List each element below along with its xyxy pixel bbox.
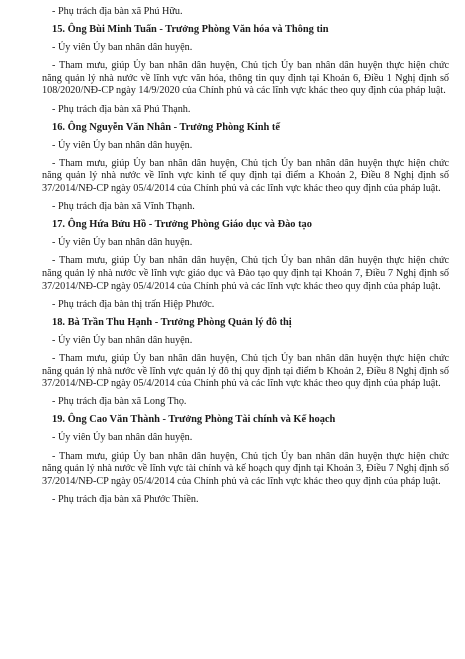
duty-paragraph: - Tham mưu, giúp Ủy ban nhân dân huyện, Chủ tịch Ủy ban nhân dân huyện thực hiện chức năng quản lý nhà nước về lĩnh vực tài chính và kế hoạch quy định tại Khoản 3, Điều 7 Nghị định số 37/2014/NĐ-CP ngày 05/4/2014 của Chính phủ và các lĩnh vực khác theo quy định của pháp luật. — [42, 450, 449, 487]
member-role: - Ủy viên Ủy ban nhân dân huyện. — [52, 432, 193, 444]
duty-paragraph: - Tham mưu, giúp Ủy ban nhân dân huyện, Chủ tịch Ủy ban nhân dân huyện thực hiện chức năng quản lý nhà nước về lĩnh vực quản lý đô thị quy định tại điểm b Khoản 2, Điều 8 Nghị định số 37/2014/NĐ-CP ngày 05/4/2014 của Chính phủ và các lĩnh vực khác theo quy định của pháp luật. — [42, 352, 449, 390]
duty-paragraph: - Tham mưu, giúp Ủy ban nhân dân huyện, Chủ tịch Ủy ban nhân dân huyện thực hiện chức năng quản lý nhà nước về lĩnh vực giáo dục và Đào tạo quy định tại Khoản 7, Điều 7 Nghị định số 37/2014/NĐ-CP ngày 05/4/2014 của Chính phủ và các lĩnh vực khác theo quy định của pháp luật. — [42, 255, 449, 292]
section-18 — [42, 317, 449, 409]
section-heading: 15. Ông Bùi Minh Tuấn - Trưởng Phòng Văn hóa và Thông tin — [52, 24, 329, 36]
member-role: - Ủy viên Ủy ban nhân dân huyện. — [52, 237, 193, 249]
section-19 — [42, 414, 449, 506]
duty-paragraph: - Tham mưu, giúp Ủy ban nhân dân huyện, Chủ tịch Ủy ban nhân dân huyện thực hiện chức năng quản lý nhà nước về lĩnh vực kinh tế quy định tại điểm a Khoản 2, Điều 8 Nghị định số 37/2014/NĐ-CP ngày 05/4/2014 của Chính phủ và các lĩnh vực khác theo quy định của pháp luật. — [42, 157, 449, 195]
duty-paragraph: - Tham mưu, giúp Ủy ban nhân dân huyện, Chủ tịch Ủy ban nhân dân huyện thực hiện chức năng quản lý nhà nước về lĩnh vực văn hóa, thông tin quy định tại Khoản 6, Điều 1 Nghị định số 108/2020/NĐ-CP ngày 14/9/2020 của Chính phủ và các lĩnh vực khác theo quy định của pháp luật. — [42, 60, 449, 97]
section-15 — [42, 24, 449, 116]
area-assignment: - Phụ trách địa bàn xã Long Thọ. — [52, 396, 187, 408]
member-role: - Ủy viên Ủy ban nhân dân huyện. — [52, 42, 193, 54]
member-role: - Ủy viên Ủy ban nhân dân huyện. — [52, 334, 193, 346]
section-16 — [42, 122, 449, 214]
section-heading: 17. Ông Hứa Bửu Hồ - Trưởng Phòng Giáo dục và Đào tạo — [52, 219, 312, 231]
section-heading: 16. Ông Nguyễn Văn Nhân - Trưởng Phòng Kinh tế — [52, 121, 280, 133]
member-role: - Ủy viên Ủy ban nhân dân huyện. — [52, 139, 193, 151]
section-heading: 18. Bà Trần Thu Hạnh - Trưởng Phòng Quản lý đô thị — [52, 316, 292, 328]
area-assignment: - Phụ trách địa bàn xã Phú Thạnh. — [52, 103, 191, 115]
area-assignment: - Phụ trách địa bàn xã Phú Hữu. — [52, 6, 183, 17]
section-17 — [42, 219, 449, 311]
area-assignment: - Phụ trách địa bàn thị trấn Hiệp Phước. — [52, 298, 215, 310]
section-heading: 19. Ông Cao Văn Thành - Trưởng Phòng Tài chính và Kế hoạch — [52, 414, 336, 426]
area-assignment: - Phụ trách địa bàn xã Vĩnh Thạnh. — [52, 201, 195, 213]
area-assignment: - Phụ trách địa bàn xã Phước Thiền. — [52, 493, 199, 505]
